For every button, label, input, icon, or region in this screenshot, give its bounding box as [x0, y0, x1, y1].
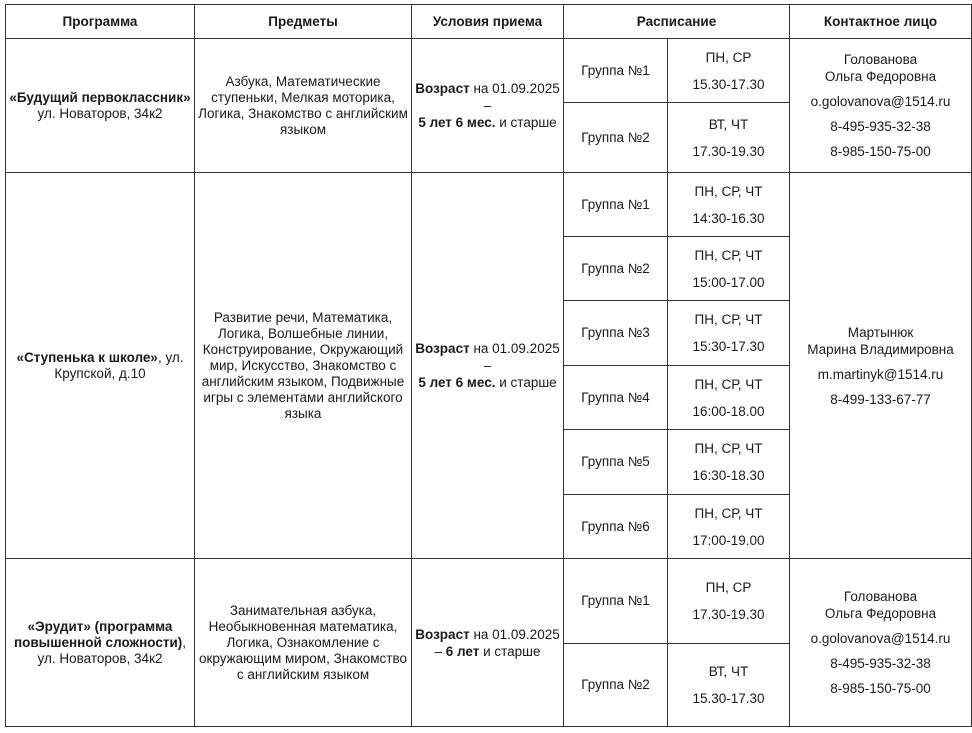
- group-schedule: [668, 103, 790, 173]
- group-days: ПН, СР: [705, 49, 752, 65]
- program-name: «Эрудит» (программа повышенной сложности): [13, 618, 183, 650]
- group-time: 17:00-19.00: [692, 532, 765, 548]
- contact-surname: Мартынюк: [847, 324, 914, 340]
- group-days: ПН, СР, ЧТ: [694, 505, 763, 521]
- contact-email[interactable]: m.martinyk@1514.ru: [817, 366, 944, 382]
- group-label: Группа №4: [564, 366, 668, 430]
- group-label: Группа №1: [564, 173, 668, 237]
- program-name: «Ступенька к школе»: [16, 349, 158, 365]
- age-value: 5 лет 6 мес.: [418, 115, 496, 130]
- header-contact: Контактное лицо: [790, 5, 972, 39]
- header-program: Программа: [6, 5, 195, 39]
- group-schedule: [668, 173, 790, 237]
- group-schedule: [668, 430, 790, 495]
- contact-cell: [790, 559, 972, 727]
- group-days: ПН, СР, ЧТ: [694, 312, 763, 327]
- conditions-cell: [412, 173, 564, 559]
- age-date: на 01.09.2025 –: [469, 341, 560, 373]
- table-row: [6, 39, 972, 103]
- group-label: Группа №2: [564, 103, 668, 173]
- group-label: Группа №5: [564, 430, 668, 495]
- group-days: ВТ, ЧТ: [708, 116, 749, 132]
- group-schedule: [668, 366, 790, 430]
- group-label: Группа №1: [564, 39, 668, 103]
- group-time: 16:30-18.30: [692, 468, 765, 483]
- group-days: ПН, СР, ЧТ: [694, 441, 763, 456]
- table-row: [6, 173, 972, 237]
- group-time: 15:00-17.00: [692, 274, 765, 290]
- contact-surname: Голованова: [843, 589, 918, 604]
- group-days: ПН, СР, ЧТ: [694, 183, 763, 199]
- header-schedule: Расписание: [564, 5, 790, 39]
- header-row: [6, 5, 972, 39]
- group-label: Группа №6: [564, 495, 668, 559]
- contact-phone: 8-495-935-32-38: [830, 656, 931, 671]
- group-days: ПН, СР: [705, 580, 752, 595]
- program-cell: [6, 39, 195, 173]
- conditions-cell: [412, 39, 564, 173]
- group-time: 17.30-19.30: [692, 607, 765, 622]
- group-schedule: [668, 39, 790, 103]
- subjects-cell: Азбука, Математические ступеньки, Мелкая моторика, Логика, Знакомство с английским языком: [195, 39, 412, 173]
- subjects-cell: Развитие речи, Математика, Логика, Волшебные линии, Конструирование, Окружающий мир, Искусство, Знакомство с английским языком, Подвижные игры с элементами английского языка: [195, 173, 412, 559]
- contact-cell: [790, 39, 972, 173]
- age-label: Возраст: [415, 626, 470, 642]
- group-schedule: [668, 644, 790, 727]
- contact-phone: 8-495-935-32-38: [830, 119, 931, 134]
- age-value: 5 лет 6 мес.: [418, 375, 496, 390]
- conditions-cell: [412, 559, 564, 727]
- programs-table: [5, 4, 972, 727]
- group-time: 14:30-16.30: [692, 210, 765, 226]
- group-label: Группа №3: [564, 301, 668, 366]
- contact-surname: Голованова: [843, 52, 918, 67]
- group-schedule: [668, 495, 790, 559]
- age-suffix: и старше: [495, 375, 557, 390]
- age-suffix: и старше: [495, 115, 557, 130]
- header-conditions: Условия приема: [412, 5, 564, 39]
- group-schedule: [668, 559, 790, 644]
- contact-email[interactable]: o.golovanova@1514.ru: [810, 94, 951, 109]
- group-time: 15.30-17.30: [692, 691, 765, 706]
- program-name: «Будущий первоклассник»: [9, 89, 191, 105]
- program-cell: [6, 173, 195, 559]
- subjects-cell: Занимательная азбука, Необыкновенная математика, Логика, Ознакомление с окружающим миром, Знакомство с английским языком: [195, 559, 412, 727]
- group-days: ВТ, ЧТ: [708, 664, 749, 679]
- group-time: 15.30-17.30: [692, 76, 765, 92]
- program-address: , ул. Новаторов, 34к2: [37, 634, 187, 666]
- contact-given-name: Марина Владимировна: [807, 341, 954, 357]
- group-label: Группа №1: [564, 559, 668, 644]
- contact-given-name: Ольга Федоровна: [824, 69, 937, 84]
- age-label: Возраст: [415, 341, 470, 356]
- program-address: ул. Новаторов, 34к2: [37, 105, 163, 121]
- contact-phone: 8-499-133-67-77: [830, 391, 931, 407]
- group-days: ПН, СР, ЧТ: [694, 247, 763, 263]
- contact-given-name: Ольга Федоровна: [824, 606, 937, 621]
- group-schedule: [668, 237, 790, 301]
- contact-phone: 8-985-150-75-00: [830, 144, 931, 159]
- group-time: 17.30-19.30: [692, 143, 765, 159]
- group-time: 16:00-18.00: [692, 403, 765, 419]
- age-suffix: и старше: [479, 643, 541, 659]
- age-date: на 01.09.2025 –: [434, 626, 560, 659]
- group-days: ПН, СР, ЧТ: [694, 376, 763, 392]
- contact-cell: [790, 173, 972, 559]
- contact-phone: 8-985-150-75-00: [830, 681, 931, 696]
- group-label: Группа №2: [564, 644, 668, 727]
- program-address: , ул. Крупской, д.10: [54, 349, 184, 381]
- contact-email[interactable]: o.golovanova@1514.ru: [810, 631, 951, 646]
- group-time: 15:30-17.30: [692, 339, 765, 354]
- age-label: Возраст: [415, 81, 470, 96]
- program-cell: [6, 559, 195, 727]
- group-schedule: [668, 301, 790, 366]
- age-value: 6 лет: [445, 643, 480, 659]
- age-date: на 01.09.2025 –: [469, 81, 560, 113]
- group-label: Группа №2: [564, 237, 668, 301]
- table-row: [6, 559, 972, 644]
- header-subjects: Предметы: [195, 5, 412, 39]
